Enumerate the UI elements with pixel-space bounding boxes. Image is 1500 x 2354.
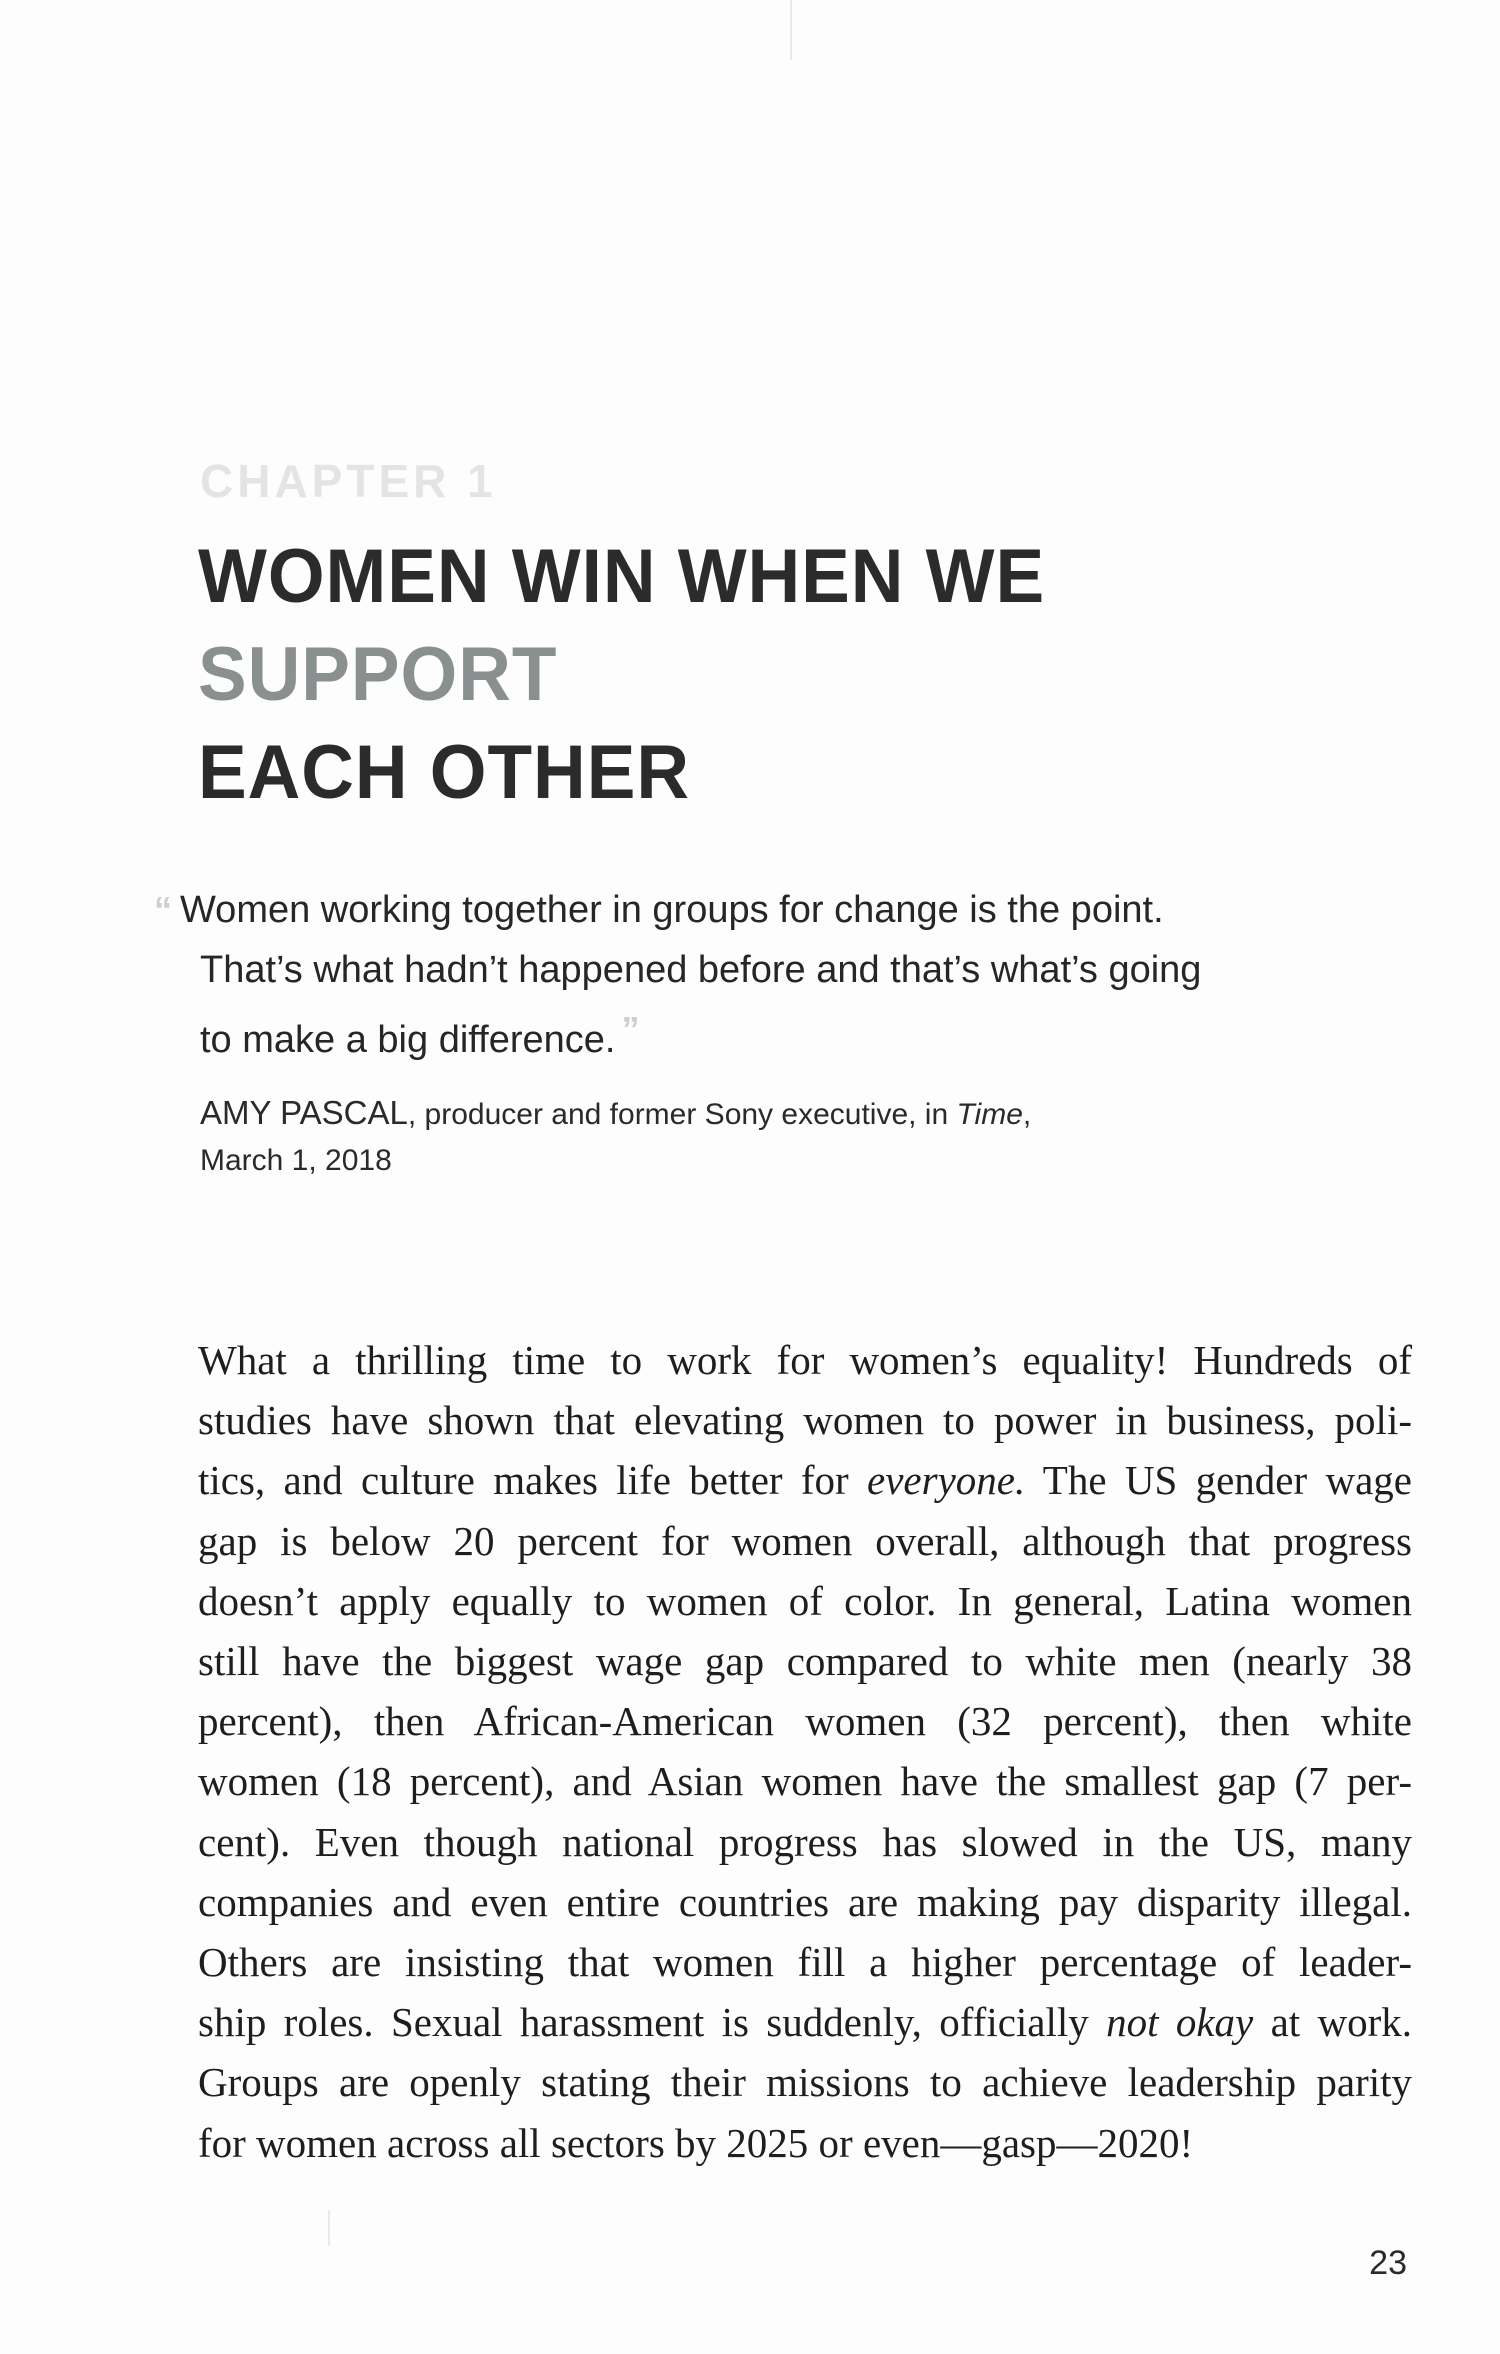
body-line: What a thrilling time to work for women’s equality! Hundreds of: [198, 1337, 1412, 1383]
page-number: 23: [1369, 2244, 1407, 2282]
body-line: for women across all sectors by 2025 or even—gasp—2020!: [198, 2119, 1194, 2166]
body-line: [198, 1450, 1412, 1510]
epigraph-attribution: [200, 1090, 1340, 1184]
close-quote-mark: ”: [621, 1009, 640, 1050]
emphasis-everyone: everyone.: [867, 1457, 1026, 1504]
body-line: doesn’t apply equally to women of color. In general, Latina women: [198, 1577, 1412, 1624]
body-line: Groups are openly stating their missions to achieve leadership parity: [198, 2059, 1412, 2106]
body-line: percent), then African-American women (32 percent), then white: [198, 1698, 1412, 1745]
attribution-publication: Time: [956, 1098, 1023, 1131]
body-line: women (18 percent), and Asian women have the smallest gap (7 per-: [198, 1758, 1412, 1805]
epigraph-line-1: Women working together in groups for change is the point.: [180, 889, 1164, 931]
attribution-publication-suffix: ,: [1022, 1098, 1032, 1131]
body-line-12-text: ship roles. Sexual harassment is suddenly, officially: [198, 1999, 1107, 2046]
body-line-12-tail: at work.: [1253, 1999, 1413, 2046]
body-line: companies and even entire countries are making pay disparity illegal.: [198, 1878, 1412, 1925]
chapter-title: [198, 528, 1302, 822]
attribution-author: AMY PASCAL: [200, 1094, 408, 1131]
attribution-date: March 1, 2018: [200, 1144, 392, 1177]
body-line: [198, 1992, 1412, 2052]
chapter-label: CHAPTER 1: [200, 455, 497, 507]
open-quote-mark: “: [154, 889, 172, 930]
epigraph-line-3: to make a big difference.: [200, 1019, 616, 1061]
chapter-title-part-1: WOMEN WIN WHEN WE: [198, 534, 1046, 619]
body-line: studies have shown that elevating women to power in business, poli-: [198, 1397, 1412, 1444]
epigraph-quote: [154, 880, 1360, 1070]
body-line-3-tail: The US gender wage: [1025, 1457, 1412, 1504]
body-line: Others are insisting that women fill a higher percentage of leader-: [198, 1939, 1412, 1986]
body-paragraph: [198, 1330, 1412, 2173]
scan-artifact: [328, 2210, 330, 2246]
epigraph-line-2: That’s what hadn’t happened before and that’s what’s going: [200, 949, 1202, 991]
chapter-title-part-2: EACH OTHER: [198, 730, 690, 815]
emphasis-not-okay: not okay: [1106, 1999, 1254, 2046]
body-line: cent). Even though national progress has slowed in the US, many: [198, 1818, 1412, 1865]
scan-artifact: [790, 0, 792, 60]
body-line: gap is below 20 percent for women overall, although that progress: [198, 1517, 1412, 1564]
chapter-title-accent-word: SUPPORT: [198, 632, 558, 717]
attribution-description: , producer and former Sony executive, in: [407, 1098, 957, 1131]
body-line-3-text: tics, and culture makes life better for: [198, 1457, 868, 1504]
body-line: still have the biggest wage gap compared to white men (nearly 38: [198, 1638, 1412, 1685]
